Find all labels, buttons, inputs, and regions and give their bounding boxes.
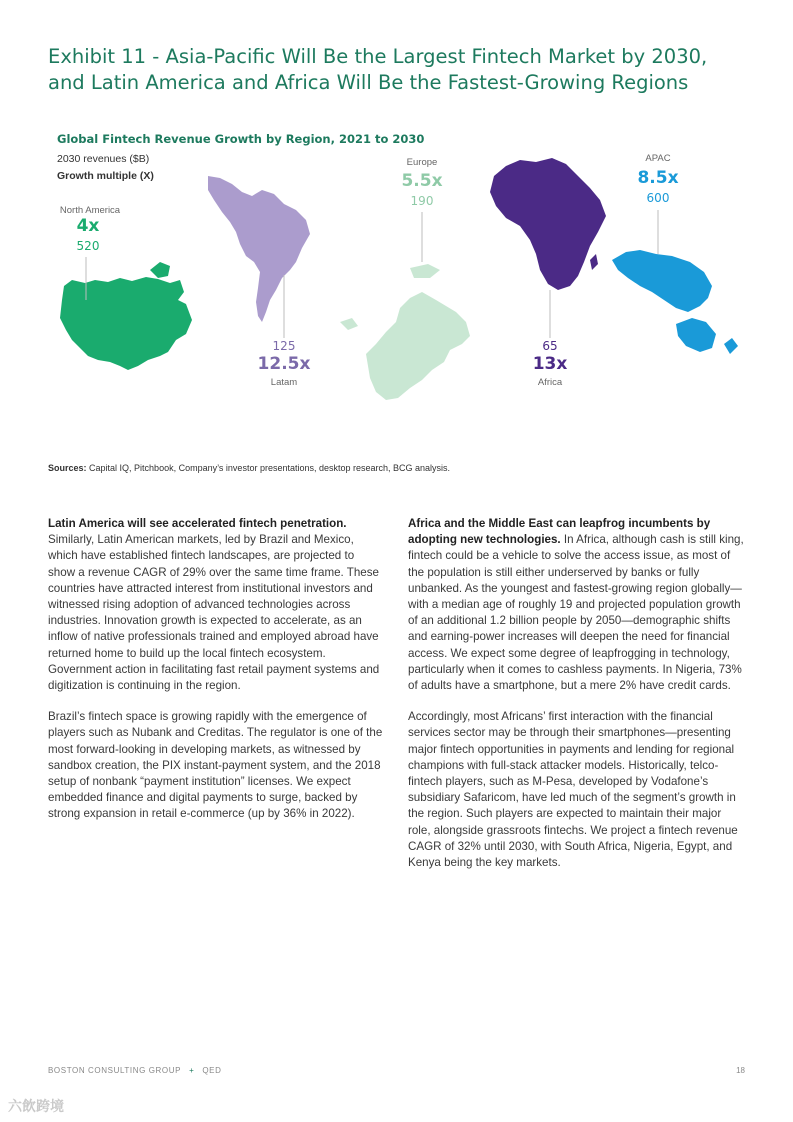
watermark-logo: 六飲跨境 (8, 1098, 64, 1114)
africa-shape (490, 158, 606, 290)
right-p1-text: In Africa, although cash is still king, fintech could be a vehicle to solve the access issue, as most of the population is still either underserved by banks or fully unbanked. As the youngest and fastest-growing region globally—with a median age of roughly 19 and projected population growth of an additional 1.2 billion people by 2050—demographic shifts and earning-power increases will deepen the need for financial access. We expect some degree of leapfrogging in technology, particularly when it comes to cashless payments. In Nigeria, 73% of adults have a smartphone, but a mere 2% have credit cards. (408, 533, 744, 693)
na-name: North America (59, 205, 121, 216)
page-number: 18 (736, 1066, 745, 1075)
right-paragraph-2: Accordingly, most Africans’ first interaction with the financial services sector may be through their smartphones—presenting major fintech opportunities in payments and lending for regional champions with full-stack attacker models. Historically, telco-fintech players, such as M-Pesa, developed by Vodafone’s subsidiary Safaricom, have led much of the segment’s growth in the region. Such players are expected to maintain their major role, alongside grassroots fintechs. We project a fintech revenue CAGR of 32% until 2030, with South Africa, Nigeria, Egypt, and Kenya being the key markets. (408, 710, 738, 870)
left-paragraph-1 (48, 516, 384, 694)
na-revenue: 520 (76, 239, 100, 253)
na-multiple: 4x (76, 216, 100, 236)
chart-title: Global Fintech Revenue Growth by Region, 2021 to 2030 (57, 132, 425, 146)
europe-shape (340, 264, 470, 400)
latam-revenue: 125 (272, 339, 296, 353)
left-p1-text: Similarly, Latin American markets, led by Brazil and Mexico, which have established fintech landscapes, are projected to show a revenue CAGR of 29% over the same time frame. These countries have attracted interest from institutional investors and witnessed rising adoption of advanced technologies across industries. Innovation growth is expected to accelerate, as an inflow of native professionals trained and employed abroad have returned home to build up the local fintech ecosystem. Government action in facilitating fast retail payment systems and digitization is continuing in the region. (48, 533, 380, 693)
right-lead: Africa and the Middle East can leapfrog incumbents by adopting new technologies. (408, 517, 711, 547)
key-revenue: 2030 revenues ($B) (57, 153, 150, 165)
left-column (48, 516, 384, 838)
latam-multiple: 12.5x (257, 354, 311, 374)
sources-text: Capital IQ, Pitchbook, Company’s investor presentations, desktop research, BCG analysis. (89, 463, 451, 473)
footer-separator: + (189, 1066, 195, 1075)
sources-note (48, 463, 450, 473)
europe-multiple: 5.5x (401, 171, 443, 191)
africa-revenue: 65 (542, 339, 558, 353)
europe-revenue: 190 (410, 194, 434, 208)
right-column (408, 516, 744, 886)
sources-label: Sources: (48, 463, 87, 473)
europe-name: Europe (406, 157, 438, 168)
left-lead: Latin America will see accelerated fintech penetration. (48, 517, 347, 530)
footer-org: BOSTON CONSULTING GROUP (48, 1066, 182, 1075)
right-paragraph-1 (408, 516, 744, 694)
north-america-shape (60, 262, 192, 370)
apac-name: APAC (645, 153, 671, 164)
footer (48, 1066, 222, 1075)
exhibit-title: Exhibit 11 - Asia-Pacific Will Be the Largest Fintech Market by 2030, and Latin America and Africa Will Be the Fastest-Growing Regions (48, 45, 708, 94)
footer-pub: QED (202, 1066, 222, 1075)
apac-multiple: 8.5x (637, 168, 679, 188)
africa-multiple: 13x (532, 354, 568, 374)
apac-revenue: 600 (646, 191, 670, 205)
latam-name: Latam (270, 377, 298, 388)
left-paragraph-2: Brazil’s fintech space is growing rapidly with the emergence of players such as Nubank and Creditas. The regulator is one of the most forward-looking in developing markets, as witnessed by sandbox creation, the PIX instant-payment system, and the 2018 setup of nonbank “payment institution” licenses. We expect embedded finance and digital payments to surge, backed by strong expansion in retail e-commerce (up by 36% in 2022). (48, 710, 383, 821)
africa-name: Africa (537, 377, 563, 388)
latam-shape (208, 176, 310, 322)
apac-shape (612, 250, 738, 354)
key-multiple: Growth multiple (X) (57, 170, 154, 182)
